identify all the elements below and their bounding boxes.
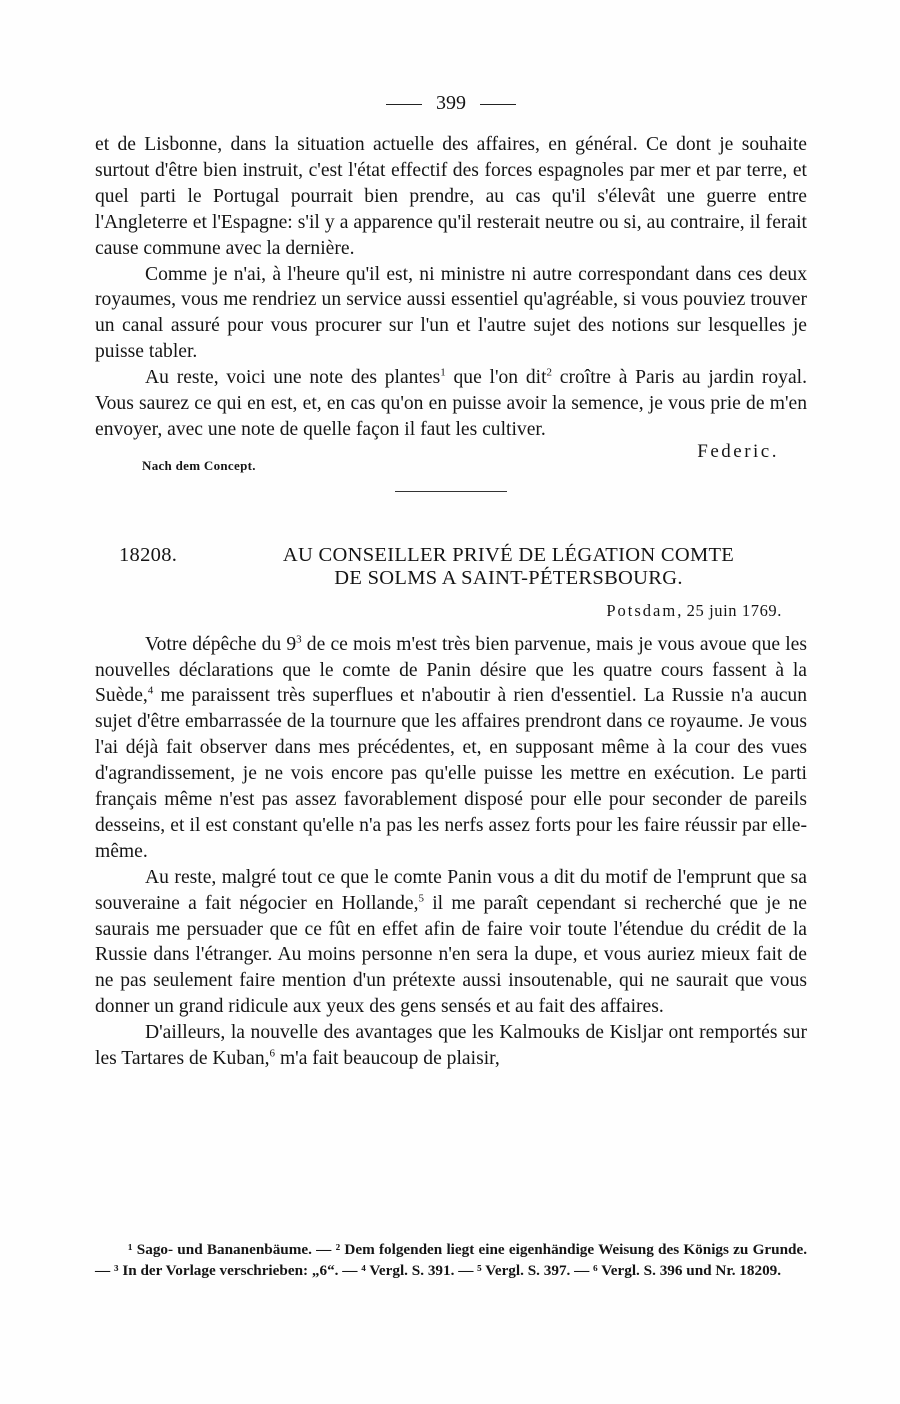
- footnote-ref-2: 2: [546, 366, 553, 379]
- letter-heading: [95, 544, 807, 590]
- section-divider: [395, 491, 507, 492]
- letter-paragraph-1-text-a: Votre dépêche du 9: [145, 633, 297, 655]
- footnote-ref-5: 5: [418, 892, 424, 905]
- letter-paragraph-2-text-b: il me paraît cependant si recherché que je ne saurais me persuader que ce fût en effet afin de faire voir toute l'étendue du crédit de la Russie dans l'étranger. Au moins personne n'en sera la dupe, et vous auriez mieux fait de ne pas seulement faire mention d'un prétexte aussi insoutenable, qui ne saurait que vous donner un grand ridicule aux yeux des gens sensés et au fait des affaires.: [95, 892, 807, 1018]
- letter-paragraph-1: [95, 632, 807, 865]
- footnote-ref-1: 1: [440, 366, 446, 379]
- letter-body: [95, 632, 807, 1072]
- letter-title-line-2: DE SOLMS A SAINT-PÉTERSBOURG.: [334, 566, 683, 589]
- footnotes-text: ¹ Sago- und Bananenbäume. — ² Dem folgenden liegt eine eigenhändige Weisung des Königs zu Grunde. — ³ In der Vorlage verschrieben: „6“. — ⁴ Vergl. S. 391. — ⁵ Vergl. S. 397. — ⁶ Vergl. S. 396 und Nr. 18209.: [95, 1241, 807, 1279]
- letter-place: Potsdam: [606, 600, 678, 620]
- letter-paragraph-3: [95, 1020, 807, 1072]
- letter-number: 18208.: [119, 543, 178, 566]
- header-dash-right: [480, 104, 516, 105]
- signature: Federic.: [697, 440, 779, 462]
- letter-dateline: [95, 598, 807, 624]
- letter-paragraph-2-text-a: Au reste, malgré tout ce que le comte Panin vous a dit du motif de l'emprunt que sa souveraine a fait négocier en Hollande,: [95, 866, 807, 914]
- opening-paragraph-3-text-c: croître à Paris au jardin royal. Vous saurez ce qui en est, et, en cas qu'on en puisse avoir la semence, je vous prie de m'en envoyer, avec une note de quelle façon il faut les cultiver.: [95, 367, 807, 440]
- page-body: [95, 132, 807, 1072]
- header-dash-left: [386, 104, 422, 105]
- opening-paragraph-3-text-a: Au reste, voici une note des plantes: [145, 367, 441, 389]
- footnotes: [95, 1240, 807, 1281]
- footnote-ref-4: 4: [147, 684, 154, 697]
- letter-paragraph-2: [95, 865, 807, 1020]
- opening-paragraph-3-text-b: que l'on dit: [445, 367, 547, 389]
- opening-paragraph-2: Comme je n'ai, à l'heure qu'il est, ni ministre ni autre correspondant dans ces deux royaumes, vous me rendriez un service aussi essentiel qu'agréable, si vous pouviez trouver un canal assuré pour vous procurer sur l'un et l'autre sujet des notions sur lesquelles je puisse tabler.: [95, 263, 807, 363]
- page-header: [95, 92, 807, 115]
- letter-paragraph-3-text-b: m'a fait beaucoup de plaisir,: [275, 1048, 500, 1070]
- page-number: 399: [436, 92, 466, 114]
- letter-title-line-1: AU CONSEILLER PRIVÉ DE LÉGATION COMTE: [282, 543, 735, 566]
- letter-title: [210, 544, 807, 590]
- source-note: Nach dem Concept.: [142, 457, 256, 473]
- opening-paragraph-1: et de Lisbonne, dans la situation actuelle des affaires, en général. Ce dont je souhaite surtout d'être bien instruit, c'est l'état effectif des forces espagnoles par mer et par terre, et quel parti le Portugal pourrait bien prendre, au cas qu'il s'élevât une guerre entre l'Angleterre et l'Espagne: s'il y a apparence qu'il resterait neutre ou si, au contraire, il ferait cause commune avec la dernière.: [95, 134, 807, 259]
- letter-paragraph-3-text-a: D'ailleurs, la nouvelle des avantages que les Kalmouks de Kisljar ont remportés sur les Tartares de Kuban,: [95, 1022, 807, 1070]
- letter-paragraph-1-text-b: de ce mois m'est très bien parvenue, mais je vous avoue que les nouvelles déclarations que le comte de Panin désire que les quatre cours fassent à la Suède,: [95, 633, 807, 707]
- footnote-ref-6: 6: [269, 1047, 276, 1060]
- letter-paragraph-1-text-c: me paraissent très superflues et n'aboutir à rien d'essentiel. La Russie n'a aucun sujet d'être embarrassée de la tournure que les affaires prendront dans ce royaume. Je vous l'ai déjà fait observer dans mes précédentes, et, en supposant même à la cour des vues d'agrandissement, je ne vois encore pas qu'elle puisse les mettre en exécution. Le parti français même n'est pas assez favorablement disposé pour elle pour seconder de pareils desseins, et il est constant qu'elle n'a pas les nerfs assez forts pour les faire réussir par elle-même.: [95, 685, 807, 862]
- opening-paragraph-3: [95, 365, 807, 443]
- letter-date: , 25 juin 1769.: [677, 600, 782, 620]
- footnote-ref-3: 3: [296, 633, 302, 646]
